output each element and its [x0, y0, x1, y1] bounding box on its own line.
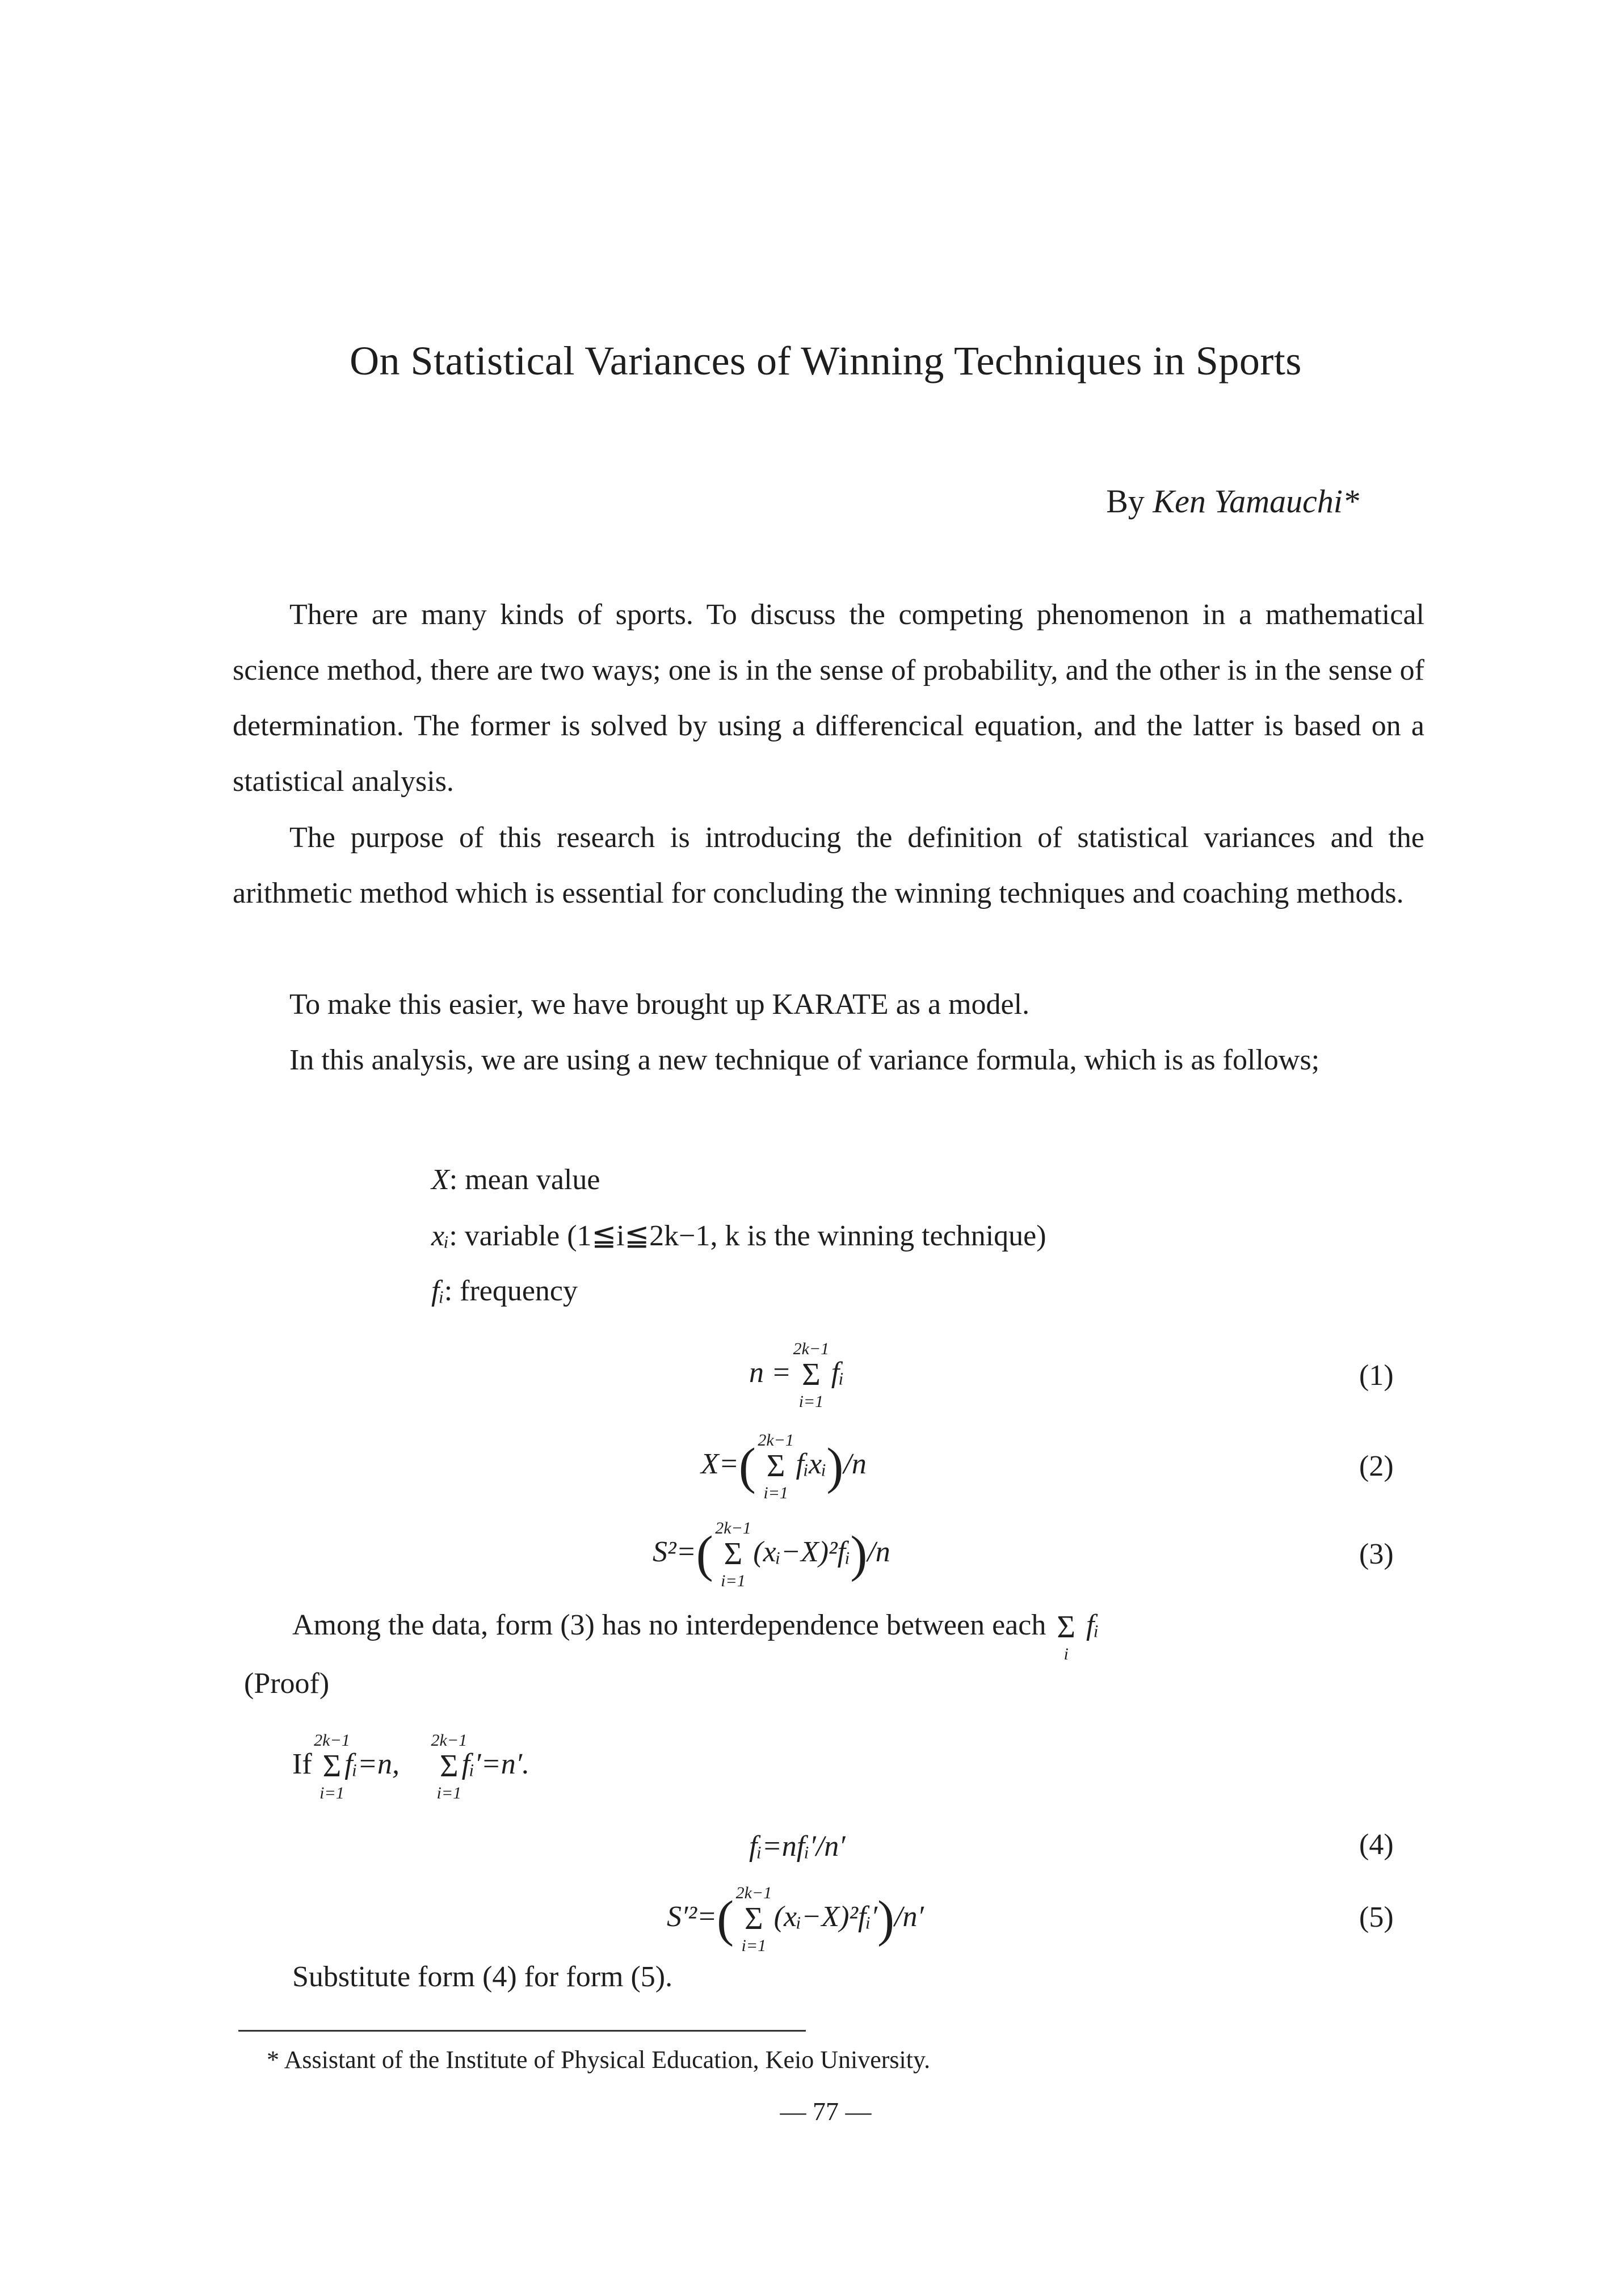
- if-part-a: fᵢ=n,: [344, 1748, 400, 1780]
- equation-body: fᵢ=nfᵢ′/n′: [749, 1830, 846, 1863]
- paragraph-analysis: In this analysis, we are using a new technique of variance formula, which is as follows;: [289, 1044, 1320, 1076]
- equation-lhs: X=: [701, 1447, 739, 1480]
- equation-tail: /n′: [894, 1900, 924, 1933]
- definition-text: : frequency: [444, 1275, 578, 1307]
- equation-1: [749, 1339, 844, 1411]
- page-number: — 77 —: [780, 2097, 872, 2126]
- equation-body: fᵢxᵢ: [796, 1447, 827, 1480]
- paragraph-karate: To make this easier, we have brought up KARATE as a model.: [289, 988, 1030, 1021]
- equation-number-5: (5): [1359, 1901, 1394, 1933]
- definition-symbol: fᵢ: [431, 1275, 444, 1307]
- definition-text: : mean value: [449, 1164, 600, 1196]
- summation-symbol: 2k−1 Σ i=1: [431, 1730, 468, 1802]
- summation-symbol: 2k−1 Σ i=1: [314, 1730, 350, 1802]
- among-tail: fᵢ: [1086, 1609, 1099, 1641]
- equation-number-4: (4): [1359, 1829, 1394, 1861]
- footnote-rule: [238, 2030, 806, 2032]
- equation-body: (xᵢ−X)²fᵢ: [753, 1535, 851, 1568]
- equation-lhs: n =: [749, 1356, 792, 1389]
- summation-symbol: 2k−1 Σ i=1: [793, 1339, 830, 1411]
- equation-number-1: (1): [1359, 1359, 1394, 1392]
- equation-number-2: (2): [1359, 1450, 1394, 1482]
- definition-text: : variable (1≦i≦2k−1, k is the winning technique): [449, 1220, 1046, 1252]
- summation-symbol: Σ i: [1057, 1609, 1075, 1663]
- equation-3: S²=( 2k−1 Σ i=1 (xᵢ−X)²fᵢ)/n: [653, 1518, 890, 1590]
- substitute-line: Substitute form (4) for form (5).: [292, 1961, 673, 1993]
- equation-tail: /n: [843, 1447, 867, 1480]
- equation-2: X=( 2k−1 Σ i=1 fᵢxᵢ)/n: [701, 1430, 867, 1502]
- definition-mean: [431, 1163, 600, 1197]
- summation-symbol: 2k−1 Σ i=1: [758, 1430, 794, 1502]
- footnote: * Assistant of the Institute of Physical Education, Keio University.: [267, 2046, 931, 2074]
- author-name: Ken Yamauchi*: [1153, 483, 1359, 520]
- paper-title: On Statistical Variances of Winning Techniques in Sports: [350, 338, 1302, 384]
- proof-label: (Proof): [244, 1667, 330, 1700]
- definition-variable: [431, 1219, 1046, 1253]
- summation-symbol: 2k−1 Σ i=1: [735, 1883, 772, 1955]
- equation-4: [749, 1830, 846, 1863]
- byline-by: By: [1106, 483, 1145, 520]
- if-part-b: fᵢ′=n′.: [461, 1748, 530, 1780]
- byline: [1106, 482, 1359, 520]
- summation-symbol: 2k−1 Σ i=1: [715, 1518, 751, 1590]
- equation-body: fᵢ: [831, 1356, 844, 1389]
- equation-number-3: (3): [1359, 1538, 1394, 1570]
- if-word: If: [292, 1748, 312, 1780]
- paragraph-intro: There are many kinds of sports. To discuss the competing phenomenon in a mathematical science method, there are two ways; one is in the sense of probability, and the other is in the sense of determination. The former is solved by using a differencical equation, and the latter is based on a statistical analysis.: [233, 599, 1424, 798]
- among-line: [292, 1608, 1099, 1663]
- definition-frequency: [431, 1274, 578, 1308]
- equation-body: (xᵢ−X)²fᵢ′: [773, 1900, 878, 1933]
- equation-5: S′²=( 2k−1 Σ i=1 (xᵢ−X)²fᵢ′)/n′: [667, 1883, 924, 1955]
- definition-symbol: X: [431, 1164, 449, 1196]
- paragraph-purpose: The purpose of this research is introducing the definition of statistical variances and the arithmetic method which is essential for concluding the winning techniques and coaching methods.: [233, 821, 1424, 909]
- equation-tail: /n: [867, 1535, 890, 1568]
- among-text: Among the data, form (3) has no interdependence between each: [292, 1609, 1046, 1641]
- equation-lhs: S²=: [653, 1535, 696, 1568]
- if-line: [292, 1730, 530, 1802]
- definition-symbol: xᵢ: [431, 1220, 449, 1252]
- equation-lhs: S′²=: [667, 1900, 717, 1933]
